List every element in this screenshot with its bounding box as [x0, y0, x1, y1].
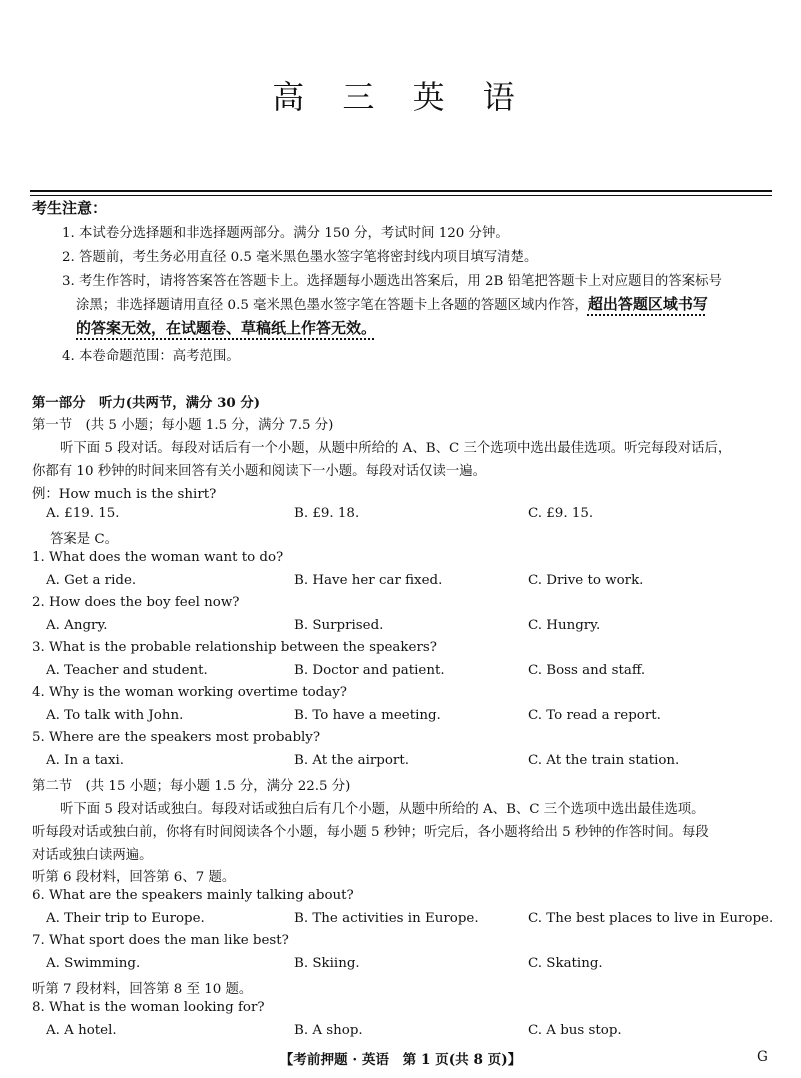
question-4-option-a: A. To talk with John.: [46, 708, 184, 723]
question-5-option-b: B. At the airport.: [294, 753, 409, 768]
example-option-a: A. £19. 15.: [46, 506, 120, 521]
notice-item-2: 2. 答题前，考生务必用直径 0.5 毫米黑色墨水签字笔将密封线内项目填写清楚。: [62, 250, 538, 265]
header-rule-thin: [30, 195, 772, 196]
section1-instruction: 听下面 5 段对话。每段对话后有一个小题，从题中所给的 A、B、C 三个选项中选出最佳选项。听完每段对话后，: [60, 441, 732, 456]
notice-item-3: 3. 考生作答时，请将答案答在答题卡上。选择题每小题选出答案后，用 2B 铅笔把答题卡上对应题目的答案标号: [62, 274, 722, 289]
question-5: 5. Where are the speakers most probably?: [32, 730, 321, 745]
question-8: 8. What is the woman looking for?: [32, 1000, 265, 1015]
question-7-option-b: B. Skiing.: [294, 956, 360, 971]
section2-instruction-end: 对话或独白读两遍。: [32, 848, 153, 863]
question-5-option-a: A. In a taxi.: [46, 753, 125, 768]
question-1: 1. What does the woman want to do?: [32, 550, 284, 565]
section2-instruction-cont: 听每段对话或独白前，你将有时间阅读各个小题，每小题 5 秒钟；听完后，各小题将给出 5 秒钟的作答时间。每段: [32, 825, 709, 840]
notice-item-3-text: 涂黑；非选择题请用直径 0.5 毫米黑色墨水签字笔在答题卡上各题的答题区域内作答，: [76, 298, 588, 313]
question-7-option-c: C. Skating.: [528, 956, 603, 971]
notice-item-4: 4. 本卷命题范围：高考范围。: [62, 349, 240, 364]
example-question: 例：How much is the shirt?: [32, 487, 217, 502]
question-8-option-a: A. A hotel.: [46, 1023, 117, 1038]
question-4-option-b: B. To have a meeting.: [294, 708, 441, 723]
example-answer: 答案是 C。: [50, 532, 119, 547]
question-1-option-b: B. Have her car fixed.: [294, 573, 443, 588]
section1-heading: 第一节 (共 5 小题；每小题 1.5 分，满分 7.5 分): [32, 418, 334, 433]
question-2-option-a: A. Angry.: [46, 618, 108, 633]
question-6-option-c: C. The best places to live in Europe.: [528, 911, 774, 926]
paper-version-code: G: [757, 1049, 768, 1065]
question-7-option-a: A. Swimming.: [46, 956, 141, 971]
question-5-option-c: C. At the train station.: [528, 753, 680, 768]
question-2-option-c: C. Hungry.: [528, 618, 601, 633]
example-option-c: C. £9. 15.: [528, 506, 594, 521]
question-3-option-c: C. Boss and staff.: [528, 663, 646, 678]
notice-item-3-cont: [76, 293, 708, 314]
material-7-heading: 听第 7 段材料，回答第 8 至 10 题。: [32, 982, 253, 997]
question-2-option-b: B. Surprised.: [294, 618, 384, 633]
section2-heading: 第二节 (共 15 小题；每小题 1.5 分，满分 22.5 分): [32, 779, 351, 794]
notice-emphasis-1: 超出答题区域书写: [587, 295, 708, 313]
notice-heading: 考生注意：: [32, 199, 108, 217]
question-1-option-c: C. Drive to work.: [528, 573, 644, 588]
question-8-option-c: C. A bus stop.: [528, 1023, 622, 1038]
question-4: 4. Why is the woman working overtime today?: [32, 685, 347, 700]
example-option-b: B. £9. 18.: [294, 506, 360, 521]
section2-instruction: 听下面 5 段对话或独白。每段对话或独白后有几个小题，从题中所给的 A、B、C 三个选项中选出最佳选项。: [60, 802, 705, 817]
question-1-option-a: A. Get a ride.: [46, 573, 137, 588]
part1-heading: 第一部分 听力(共两节，满分 30 分): [32, 395, 261, 411]
question-7: 7. What sport does the man like best?: [32, 933, 289, 948]
notice-emphasis-2: 的答案无效，在试题卷、草稿纸上作答无效。: [76, 319, 377, 337]
page-title: 高 三 英 语: [272, 78, 529, 116]
question-4-option-c: C. To read a report.: [528, 708, 661, 723]
question-3: 3. What is the probable relationship between the speakers?: [32, 640, 437, 655]
question-8-option-b: B. A shop.: [294, 1023, 363, 1038]
material-6-heading: 听第 6 段材料，回答第 6、7 题。: [32, 870, 236, 885]
question-3-option-b: B. Doctor and patient.: [294, 663, 445, 678]
question-6-option-a: A. Their trip to Europe.: [46, 911, 205, 926]
page-footer: 【考前押题 · 英语 第 1 页(共 8 页)】: [279, 1052, 522, 1068]
section1-instruction-cont: 你都有 10 秒钟的时间来回答有关小题和阅读下一小题。每段对话仅读一遍。: [32, 464, 487, 479]
question-2: 2. How does the boy feel now?: [32, 595, 240, 610]
question-6-option-b: B. The activities in Europe.: [294, 911, 479, 926]
question-3-option-a: A. Teacher and student.: [46, 663, 208, 678]
notice-item-1: 1. 本试卷分选择题和非选择题两部分。满分 150 分，考试时间 120 分钟。: [62, 226, 509, 241]
question-6: 6. What are the speakers mainly talking about?: [32, 888, 354, 903]
header-rule-thick: [30, 190, 772, 192]
